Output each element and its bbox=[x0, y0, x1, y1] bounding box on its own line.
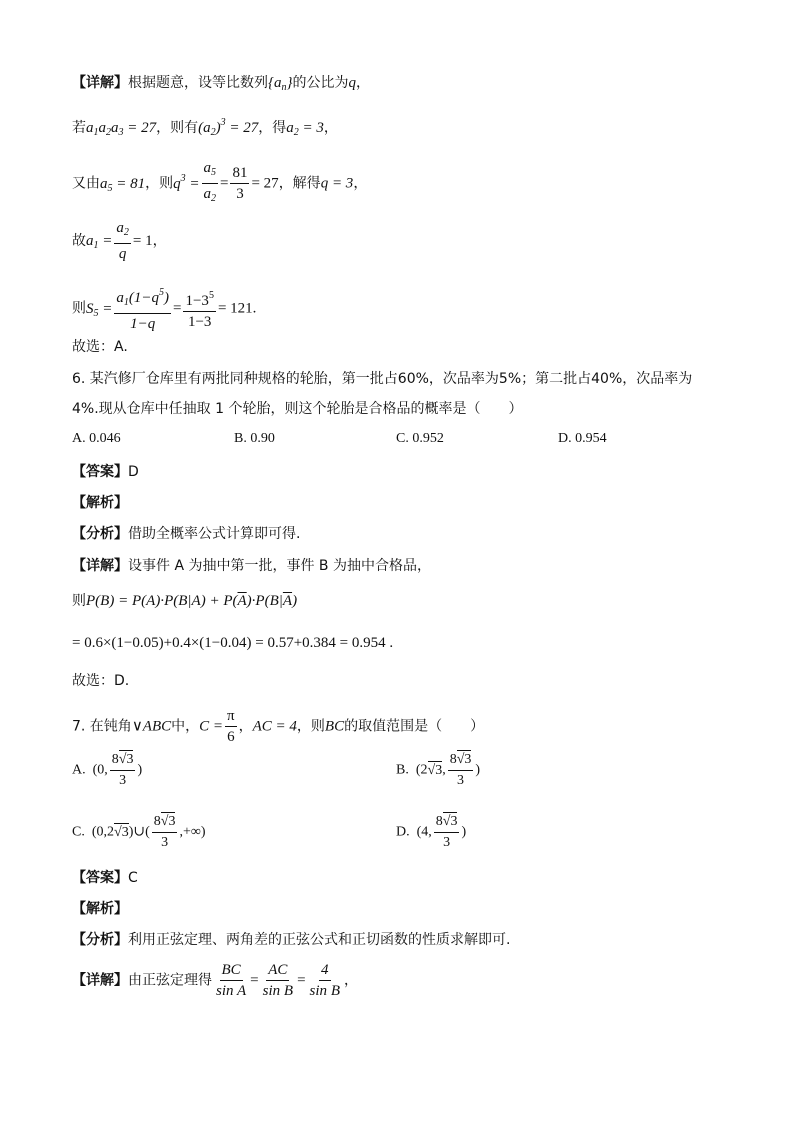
option-label: B. bbox=[396, 762, 409, 778]
fraction-bc-sina: $\frac{BC}{\text{sin A}}$ bbox=[216, 962, 247, 999]
math-q: q bbox=[348, 75, 356, 91]
question-6-line-1: 6. 某汽修厂仓库里有两批同种规格的轮胎，第一批占60%，次品率为5%；第二批占40%，次品率为 bbox=[72, 371, 693, 387]
answer-tag: 【答案】 bbox=[72, 464, 128, 480]
q7-analysis-tag bbox=[72, 898, 128, 920]
text: ，则 bbox=[296, 718, 325, 735]
fraction-a5-a2: $\frac{a_5}{a_2}$ bbox=[203, 160, 216, 204]
text: 的取值范围是（ ） bbox=[344, 718, 485, 735]
math-s5: $S_5$ = bbox=[86, 300, 113, 319]
q6-analysis-tag bbox=[72, 492, 128, 514]
math-product: $a_1a_2a_3 = 27$ bbox=[86, 120, 157, 138]
answer-value: C bbox=[128, 870, 138, 886]
answer-q6: 故选：D. bbox=[72, 673, 130, 689]
fraction-sum-value: $\frac{1-3^5}{1-3}$ bbox=[183, 286, 215, 332]
q6-answer-line bbox=[72, 461, 139, 483]
detail-tag: 【详解】 bbox=[72, 75, 128, 91]
text: 则 bbox=[72, 300, 86, 317]
text: 则 bbox=[72, 593, 86, 609]
detail-text: 由正弦定理得 bbox=[128, 972, 212, 989]
q6-option-b: B. 0.90 bbox=[234, 431, 275, 446]
math-triangle: ∨ABC bbox=[131, 718, 172, 735]
q6-option-c: C. 0.952 bbox=[396, 431, 444, 446]
fenxi-tag: 【分析】 bbox=[72, 526, 128, 542]
detail-text: 设事件 A 为抽中第一批，事件 B 为抽中合格品， bbox=[128, 558, 431, 574]
analysis-tag: 【解析】 bbox=[72, 901, 128, 917]
q7-detail-line: 【详解】由正弦定理得 $\frac{BC}{\text{sin A}}$ = $\frac{AC}{\text{sin B}}$ = $\frac{4}{\text{sin B}}$ ， bbox=[72, 962, 358, 999]
text: ， bbox=[353, 175, 368, 192]
text: ， bbox=[356, 75, 370, 91]
q6-detail-line bbox=[72, 555, 431, 577]
q6-formula-line bbox=[72, 590, 297, 612]
text: ， bbox=[238, 718, 253, 735]
solution-line-4: 故$a_1$ = $\frac{a_2}{q}$ = 1， bbox=[72, 220, 167, 262]
fenxi-text: 利用正弦定理、两角差的正弦公式和正切函数的性质求解即可. bbox=[128, 932, 511, 948]
fenxi-text: 借助全概率公式计算即可得. bbox=[128, 526, 301, 542]
math-a1: $a_1$ = bbox=[86, 233, 113, 251]
solution-line-5: 则$S_5$ = $\frac{a_1(1-q^5)}{1-q}$ = $\frac{1-3^5}{1-3}$ = 121. bbox=[72, 283, 256, 334]
option-label: C. bbox=[72, 824, 85, 840]
q6-fenxi-line bbox=[72, 523, 300, 545]
answer-q5: 故选：A. bbox=[72, 339, 128, 355]
q7-option-d: D. (4, $\frac{8√3}{3}$ ) bbox=[396, 814, 467, 850]
text: 中， bbox=[171, 718, 200, 735]
text: ，得 bbox=[258, 120, 287, 136]
math-a2: $a_2 = 3$ bbox=[286, 120, 324, 138]
answer-tag: 【答案】 bbox=[72, 870, 128, 886]
text: ，则有 bbox=[156, 120, 199, 136]
q7-fenxi-line bbox=[72, 929, 510, 951]
analysis-tag: 【解析】 bbox=[72, 495, 128, 511]
q6-calc-line: = 0.6×(1−0.05)+0.4×(1−0.04) = 0.57+0.384 = 0.954 . bbox=[72, 635, 394, 651]
math-sequence: $\{a_n\}$ bbox=[268, 75, 293, 93]
text: 故 bbox=[72, 233, 86, 249]
q6-option-d: D. 0.954 bbox=[558, 431, 607, 446]
fraction-ac-sinb: $\frac{AC}{\text{sin B}}$ bbox=[262, 962, 294, 999]
question-7 bbox=[72, 706, 484, 747]
option-label: A. bbox=[72, 762, 86, 778]
math-ac: AC = 4 bbox=[252, 718, 297, 735]
solution-line-2 bbox=[72, 112, 338, 144]
math-total-probability: $P(B) = P(A)\cdot P(B|A) + P(\overline{A})\cdot P(B|\overline{A})$ bbox=[86, 593, 298, 609]
fraction-a2-q: $\frac{a_2}{q}$ bbox=[116, 220, 129, 262]
text: 根据题意，设等比数列 bbox=[128, 75, 268, 91]
text: ， bbox=[152, 233, 167, 249]
detail-tag: 【详解】 bbox=[72, 558, 128, 574]
math-bc: BC bbox=[324, 718, 345, 735]
q7-option-c: C. (0,2√3)∪( $\frac{8√3}{3}$ ,+∞) bbox=[72, 814, 206, 850]
text: 又由 bbox=[72, 175, 100, 192]
text: 7. 在钝角 bbox=[72, 718, 132, 735]
text: 若 bbox=[72, 120, 86, 136]
fraction-81-3: $\frac{81}{3}$ bbox=[232, 165, 248, 202]
math-q3: $q^3$ = bbox=[173, 172, 200, 192]
answer-value: D bbox=[128, 464, 139, 480]
detail-tag: 【详解】 bbox=[72, 972, 128, 989]
fenxi-tag: 【分析】 bbox=[72, 932, 128, 948]
option-label: D. bbox=[396, 824, 410, 840]
text: 的公比为 bbox=[292, 75, 349, 91]
math-angle-c: C = bbox=[199, 718, 224, 735]
text: ， bbox=[343, 972, 358, 989]
q6-option-a: A. 0.046 bbox=[72, 431, 121, 446]
q7-option-a: A. (0, $\frac{8√3}{3}$ ) bbox=[72, 752, 143, 788]
q7-answer-line bbox=[72, 867, 138, 889]
fraction-4-sinb: $\frac{4}{\text{sin B}}$ bbox=[309, 962, 340, 999]
math-cube: $(a_2)^3 = 27$ bbox=[198, 117, 259, 138]
solution-line-3: 又由$a_5 = 81$，则$q^3$ = $\frac{a_5}{a_2}$ = $\frac{81}{3}$ = 27，解得q = 3， bbox=[72, 158, 367, 209]
math-q-value: q = 3 bbox=[320, 175, 354, 192]
fraction-pi-6: $\frac{\pi}{6}$ bbox=[227, 708, 235, 745]
math-a5: $a_5 = 81$ bbox=[100, 175, 146, 194]
fraction-sum-formula: $\frac{a_1(1-q^5)}{1-q}$ bbox=[114, 283, 171, 334]
question-6-line-2: 4%.现从仓库中任抽取 1 个轮胎，则这个轮胎是合格品的概率是（ ） bbox=[72, 401, 523, 417]
q7-option-b: B. (2√3, $\frac{8√3}{3}$ ) bbox=[396, 752, 481, 788]
text: ， bbox=[323, 120, 338, 136]
text: ，解得 bbox=[278, 175, 321, 192]
solution-line-1 bbox=[72, 72, 370, 99]
text: ，则 bbox=[145, 175, 174, 192]
